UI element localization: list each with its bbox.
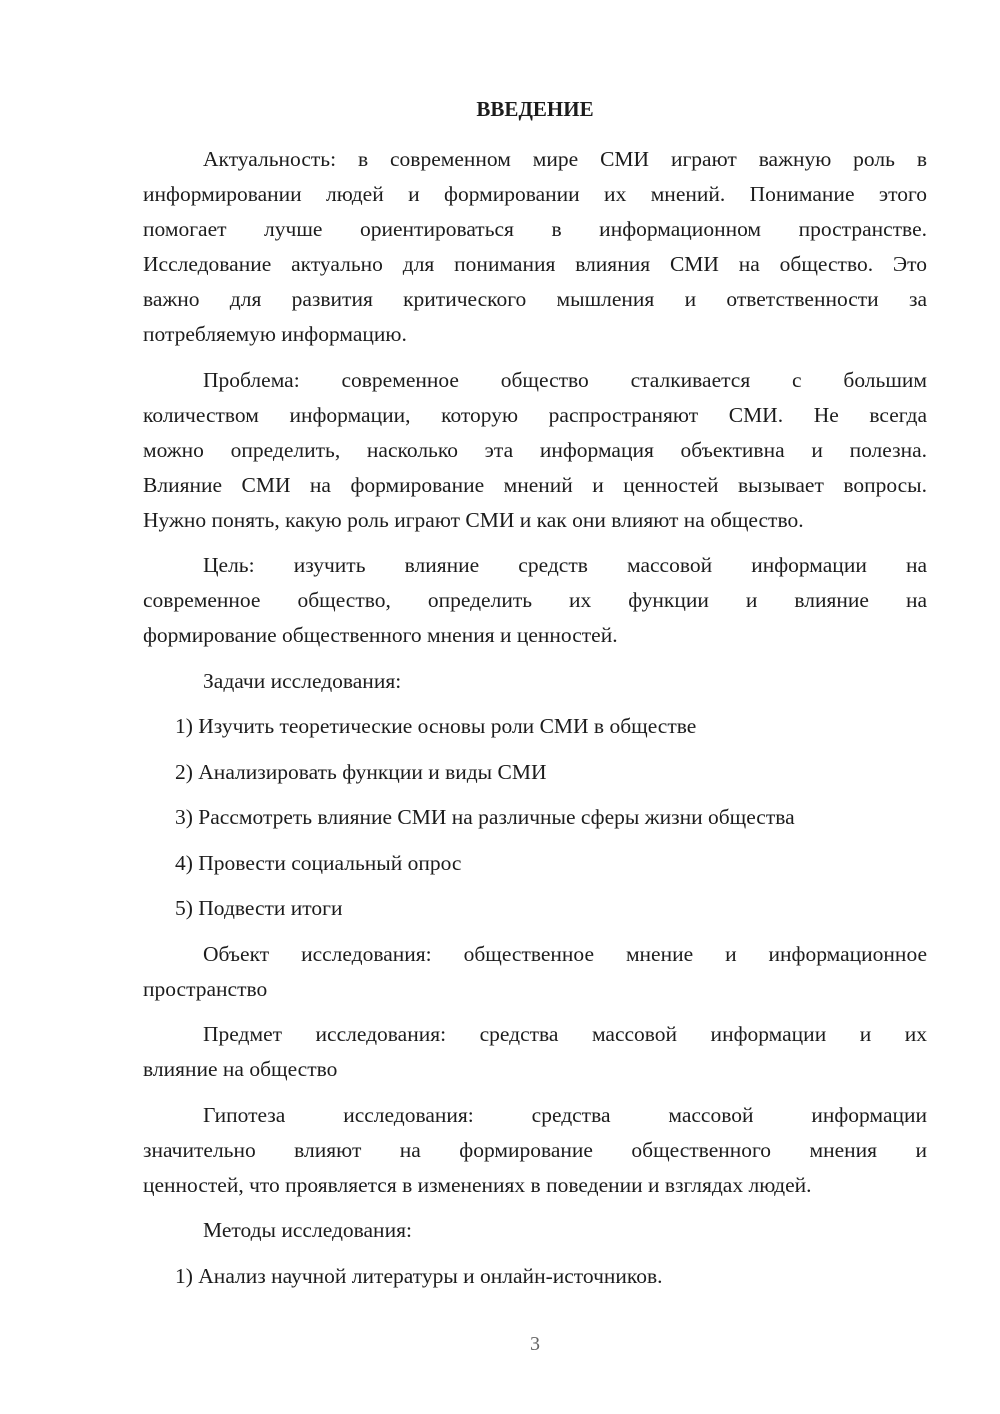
- paragraph: [143, 1213, 927, 1248]
- text-line: современное общество, определить их функции и влияние на: [143, 588, 927, 612]
- text-line: количеством информации, которую распространяют СМИ. Не всегда: [143, 402, 927, 427]
- text-line: потребляемую информацию.: [143, 322, 407, 346]
- text-line: 2) Анализировать функции и виды СМИ: [175, 759, 547, 784]
- text-line: Цель: изучить влияние средств массовой информации на: [203, 553, 927, 577]
- text-line: 3) Рассмотреть влияние СМИ на различные сферы жизни общества: [175, 805, 795, 829]
- text-line: ценностей, что проявляется в изменениях в поведении и взглядах людей.: [143, 1172, 812, 1197]
- paragraph: [143, 1098, 927, 1203]
- text-line: Методы исследования:: [203, 1218, 412, 1242]
- text-line: 5) Подвести итоги: [175, 896, 343, 920]
- text-line: значительно влияют на формирование общественного мнения и: [143, 1137, 927, 1162]
- page-title: ВВЕДЕНИЕ: [476, 97, 594, 121]
- list-item: [143, 846, 927, 881]
- text-line: Исследование актуально для понимания влияния СМИ на общество. Это: [143, 252, 927, 276]
- text-line: 4) Провести социальный опрос: [175, 850, 462, 875]
- list-item: [143, 709, 927, 744]
- list-item: [143, 755, 927, 790]
- text-line: влияние на общество: [143, 1057, 338, 1081]
- list-item: [143, 800, 927, 835]
- text-line: Задачи исследования:: [203, 668, 402, 693]
- text-line: важно для развития критического мышления и ответственности за: [143, 287, 927, 311]
- text-line: формирование общественного мнения и ценностей.: [143, 623, 618, 647]
- document-body: [143, 142, 927, 1294]
- text-line: помогает лучше ориентироваться в информационном пространстве.: [143, 217, 927, 241]
- text-line: 1) Анализ научной литературы и онлайн-источников.: [175, 1263, 663, 1288]
- text-line: информировании людей и формировании их мнений. Понимание этого: [143, 182, 927, 206]
- text-line: Нужно понять, какую роль играют СМИ и как они влияют на общество.: [143, 507, 804, 532]
- paragraph: [143, 142, 927, 352]
- list-item: [143, 1259, 927, 1294]
- paragraph: [143, 664, 927, 699]
- text-line: 1) Изучить теоретические основы роли СМИ в обществе: [175, 714, 697, 738]
- text-line: Гипотеза исследования: средства массовой информации: [203, 1102, 927, 1127]
- paragraph: [143, 363, 927, 538]
- page-number: 3: [530, 1333, 540, 1355]
- document-page: [143, 92, 927, 1294]
- paragraph: [143, 1017, 927, 1087]
- text-line: Проблема: современное общество сталкивается с большим: [203, 367, 927, 392]
- text-line: Объект исследования: общественное мнение и информационное: [203, 941, 927, 966]
- text-line: Актуальность: в современном мире СМИ играют важную роль в: [203, 147, 927, 171]
- list-item: [143, 891, 927, 926]
- paragraph: [143, 548, 927, 653]
- text-line: пространство: [143, 976, 268, 1001]
- text-line: Предмет исследования: средства массовой информации и их: [203, 1022, 927, 1046]
- text-line: можно определить, насколько эта информация объективна и полезна.: [143, 437, 927, 462]
- text-line: Влияние СМИ на формирование мнений и ценностей вызывает вопросы.: [143, 472, 927, 497]
- paragraph: [143, 937, 927, 1007]
